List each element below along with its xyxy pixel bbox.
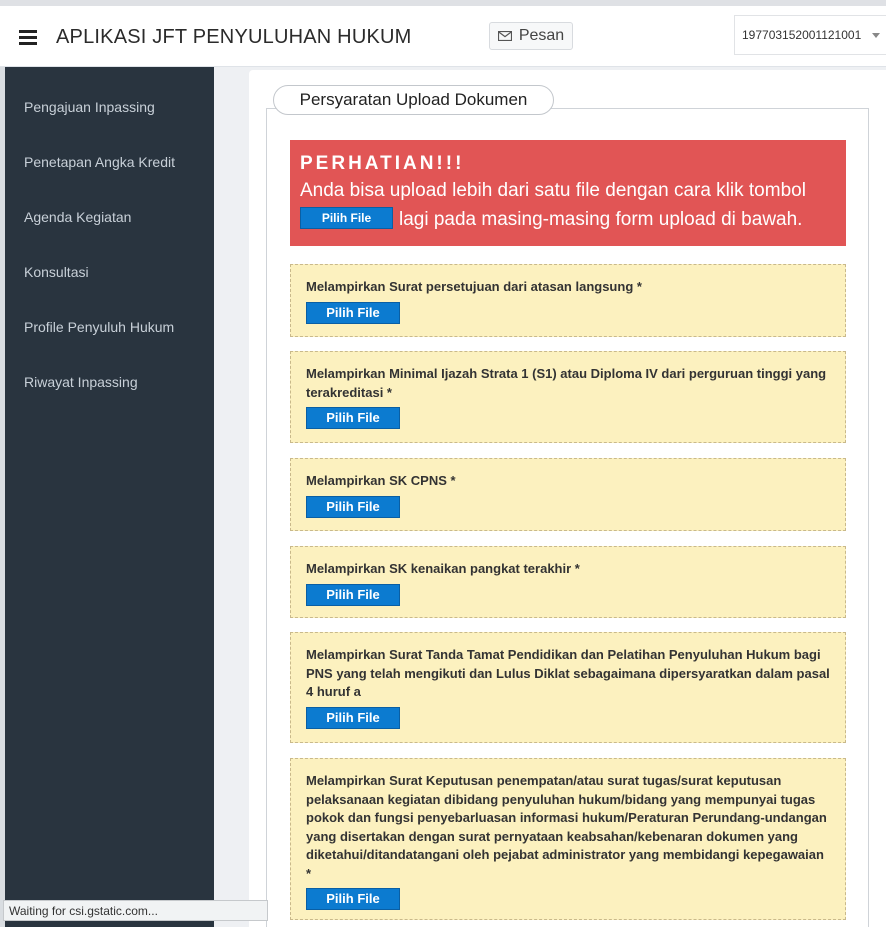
alert-pilih-file-button: Pilih File [300, 207, 393, 229]
pilih-file-button[interactable]: Pilih File [306, 496, 400, 518]
sidebar-item-profile-penyuluh-hukum[interactable]: Profile Penyuluh Hukum [24, 319, 175, 335]
alert-title: PERHATIAN!!! [300, 153, 465, 174]
pilih-file-button[interactable]: Pilih File [306, 707, 400, 729]
alert-line-2 [300, 205, 836, 234]
top-navbar [0, 6, 886, 67]
upload-label: Melampirkan Surat Keputusan penempatan/atau surat tugas/surat keputusan pelaksanaan kegiatan dibidang penyuluhan hukum/bidang yang mempunyai tugas pokok dan fungsi penyebarluasan informasi hukum/Peraturan Perundang-undangan yang disertakan dengan surat pernyataan keabsahan/kebenaran dokumen yang diketahui/ditandatangani oleh pejabat administrator yang membidangi kepegawaian * [306, 773, 827, 881]
pilih-file-button[interactable]: Pilih File [306, 888, 400, 910]
caret-down-icon [872, 33, 880, 38]
sidebar-item-pengajuan-inpassing[interactable]: Pengajuan Inpassing [24, 99, 155, 115]
attention-alert [290, 140, 846, 246]
alert-line-1: Anda bisa upload lebih dari satu file dengan cara klik tombol [300, 180, 806, 201]
upload-label: Melampirkan Minimal Ijazah Strata 1 (S1) atau Diploma IV dari perguruan tinggi yang terakreditasi * [306, 366, 827, 400]
sidebar [5, 67, 214, 927]
upload-label: Melampirkan SK kenaikan pangkat terakhir * [306, 561, 580, 576]
sidebar-item-konsultasi[interactable]: Konsultasi [24, 264, 89, 280]
upload-card-ijazah [290, 351, 846, 443]
upload-card-surat-tanda-tamat-diklat [290, 632, 846, 743]
pilih-file-button[interactable]: Pilih File [306, 584, 400, 606]
envelope-icon [498, 31, 512, 41]
user-id: 197703152001121001 [742, 28, 862, 42]
upload-card-sk-kenaikan-pangkat [290, 546, 846, 618]
pesan-button[interactable] [489, 22, 573, 50]
alert-line-2-text: lagi pada masing-masing form upload di bawah. [399, 209, 803, 230]
upload-card-sk-cpns [290, 458, 846, 531]
browser-status-bar: Waiting for csi.gstatic.com... [3, 900, 268, 921]
upload-card-sk-penempatan [290, 758, 846, 920]
section-title: Persyaratan Upload Dokumen [273, 85, 554, 115]
app-title: APLIKASI JFT PENYULUHAN HUKUM [56, 26, 412, 48]
sidebar-item-riwayat-inpassing[interactable]: Riwayat Inpassing [24, 374, 138, 390]
pilih-file-button[interactable]: Pilih File [306, 302, 400, 324]
sidebar-item-agenda-kegiatan[interactable]: Agenda Kegiatan [24, 209, 132, 225]
hamburger-menu-icon[interactable] [19, 30, 37, 44]
user-dropdown[interactable] [734, 15, 886, 55]
upload-label: Melampirkan SK CPNS * [306, 473, 456, 488]
upload-label: Melampirkan Surat Tanda Tamat Pendidikan dan Pelatihan Penyuluhan Hukum bagi PNS yang telah mengikuti dan Lulus Diklat sebagaimana dipersyaratkan dalam pasal 4 huruf a [306, 647, 830, 699]
pesan-label: Pesan [518, 27, 565, 44]
sidebar-item-penetapan-angka-kredit[interactable]: Penetapan Angka Kredit [24, 154, 176, 170]
pilih-file-button[interactable]: Pilih File [306, 407, 400, 429]
upload-card-persetujuan-atasan [290, 264, 846, 337]
upload-label: Melampirkan Surat persetujuan dari atasan langsung * [306, 279, 642, 294]
